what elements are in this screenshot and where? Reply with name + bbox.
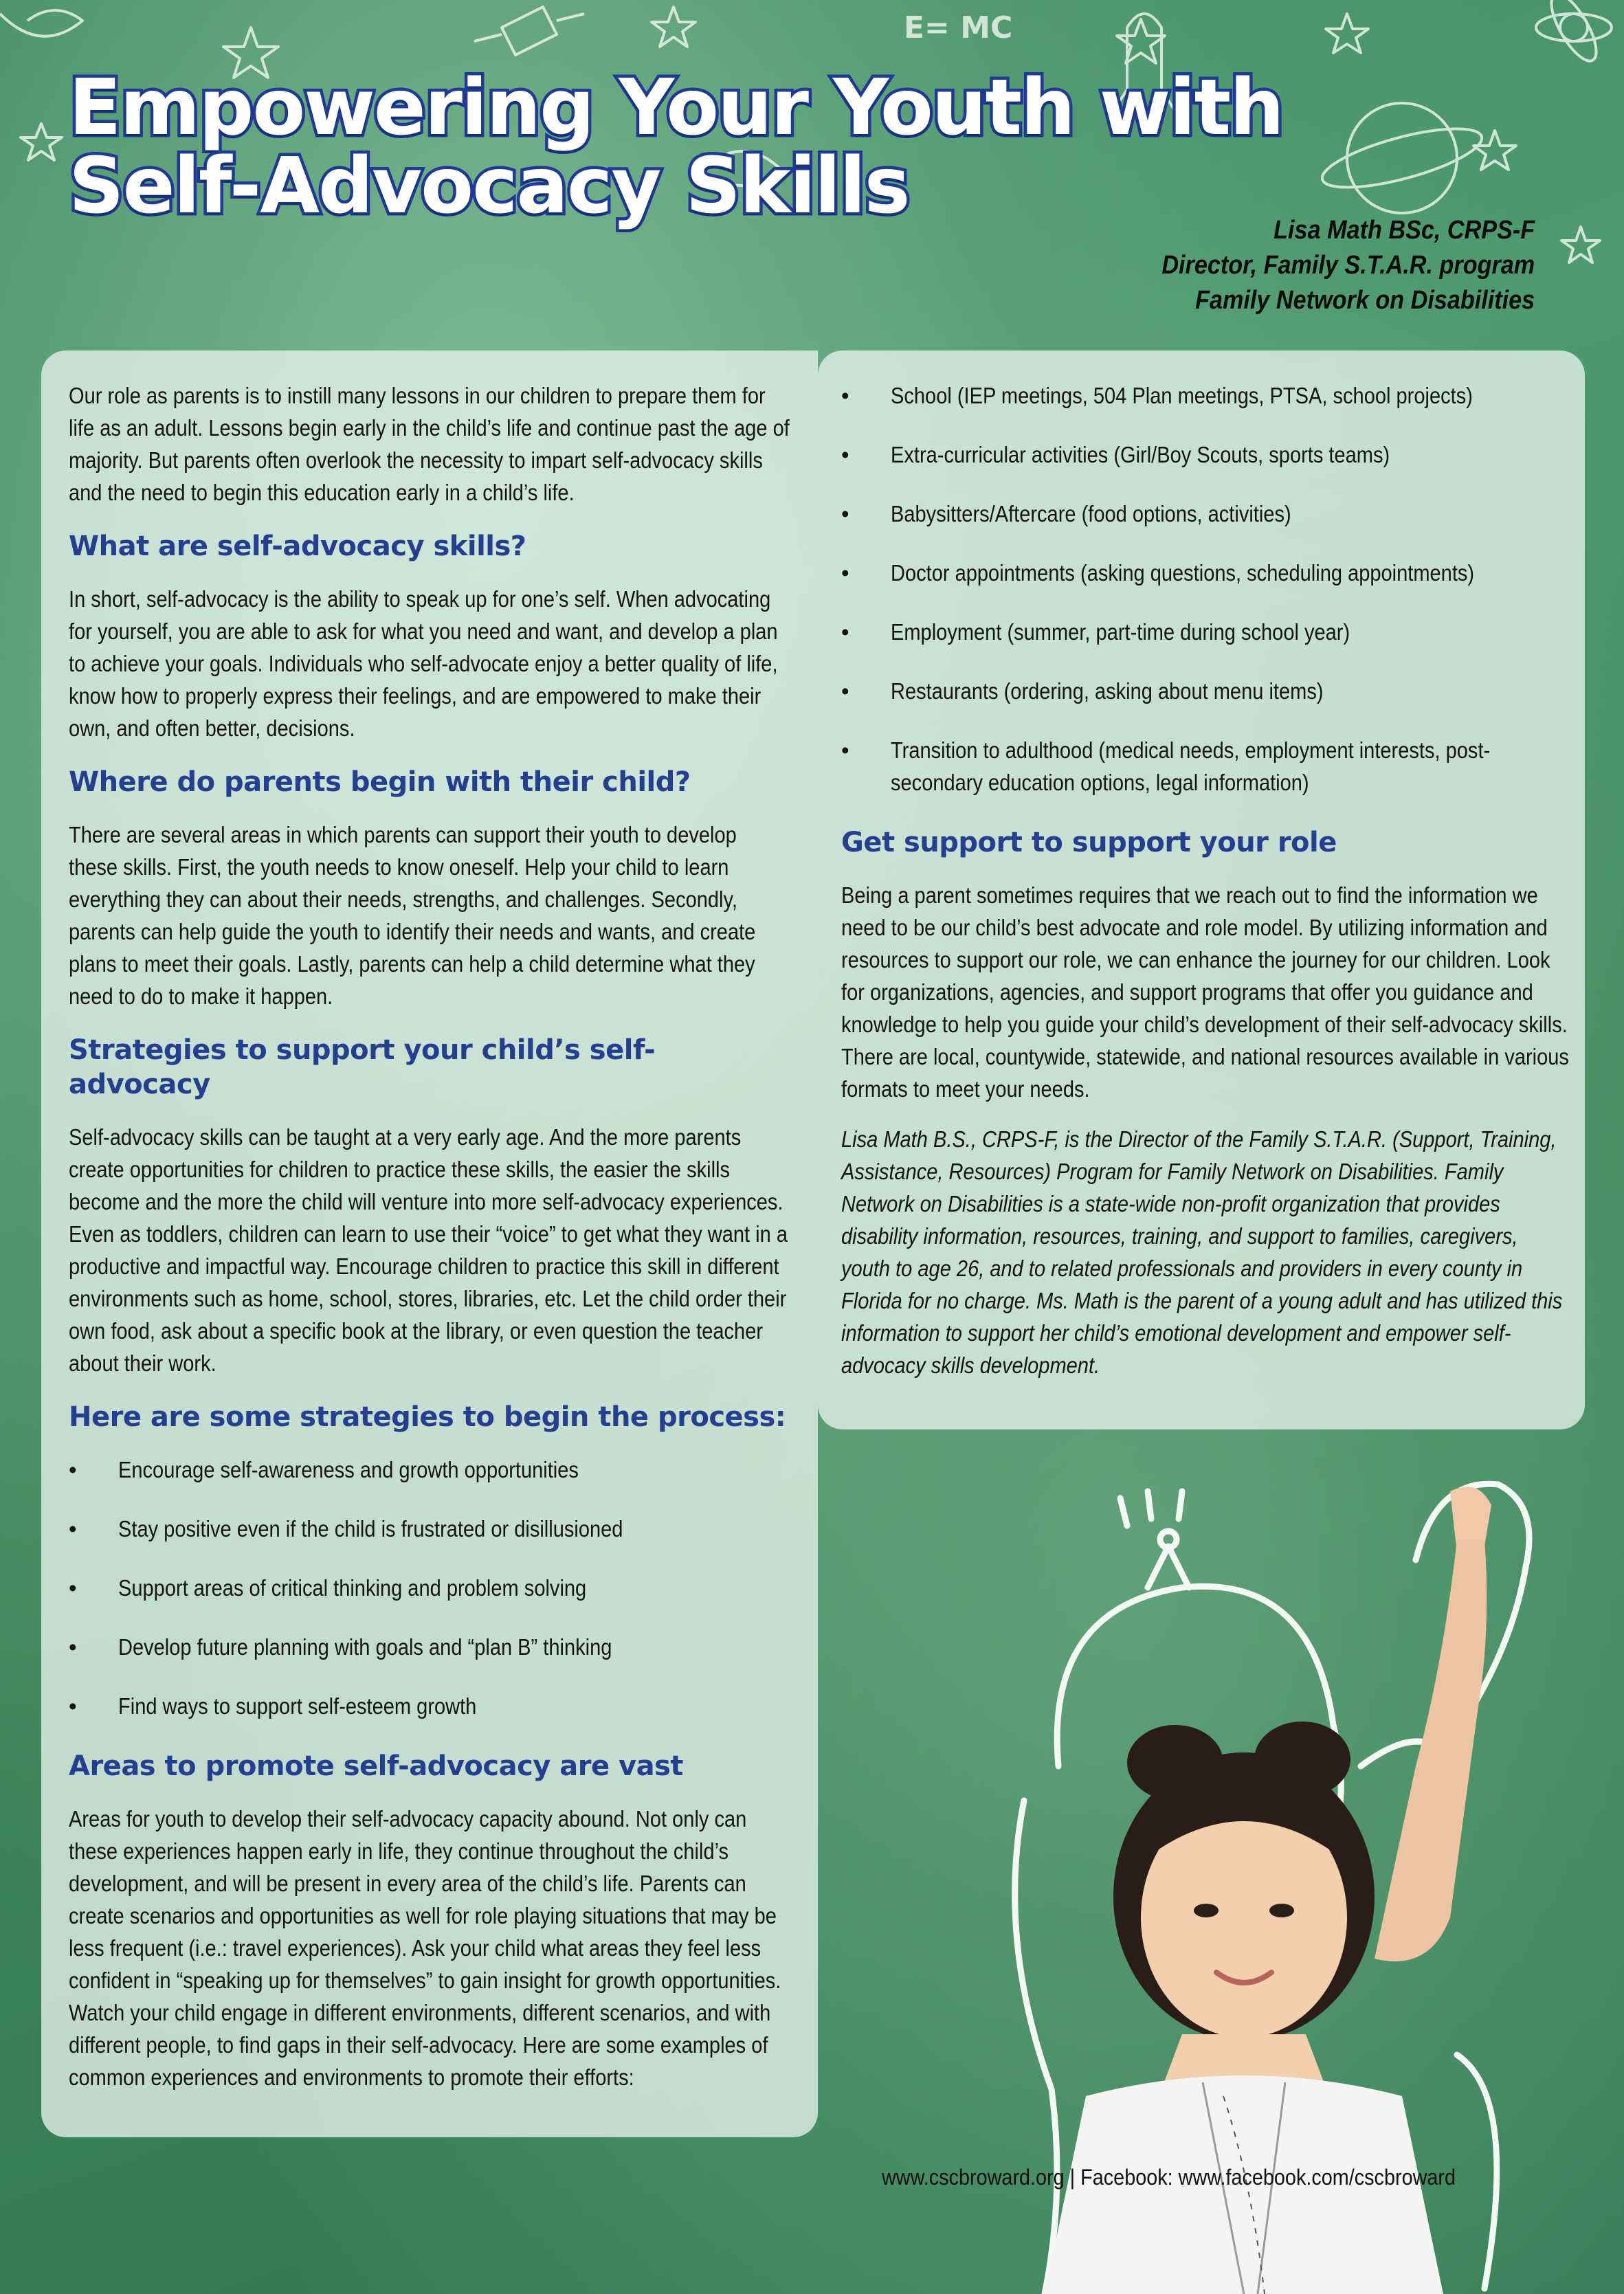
atom-doodle-icon xyxy=(1560,14,1588,41)
list-item: • Doctor appointments (asking questions, scheduling appointments) xyxy=(841,557,1570,589)
satellite-doodle-icon xyxy=(474,7,584,55)
process-list xyxy=(69,1454,790,1722)
author-name: Lisa Math BSc, CRPS-F xyxy=(1273,216,1535,245)
left-column xyxy=(69,379,790,2111)
list-item: • Encourage self-awareness and growth opportunities xyxy=(69,1454,790,1486)
author-org: Family Network on Disabilities xyxy=(1194,286,1535,315)
list-item: • Develop future planning with goals and “plan B” thinking xyxy=(69,1631,790,1663)
list-item: • Stay positive even if the child is frustrated or disillusioned xyxy=(69,1513,790,1545)
bullet-icon: • xyxy=(69,1693,77,1719)
star-doodle-icon xyxy=(1473,131,1516,170)
heading-what: What are self-advocacy skills? xyxy=(69,531,526,562)
bullet-icon: • xyxy=(69,1516,77,1541)
list-item: • Babysitters/Aftercare (food options, activities) xyxy=(841,498,1570,530)
list-item: • Transition to adulthood (medical needs, employment interests, post-secondary education options, legal information) xyxy=(841,734,1570,799)
star-doodle-icon xyxy=(21,124,62,160)
bullet-icon: • xyxy=(69,1457,77,1482)
spiral-doodle-icon xyxy=(0,10,82,36)
heading-support: Get support to support your role xyxy=(841,827,1337,858)
star-doodle-icon xyxy=(652,7,696,47)
intro-paragraph: Our role as parents is to instill many lessons in our children to prepare them for life as an adult. Lessons begin early in the child’s life and continue past the age of majority. But parents often overlook the necessity to impart self-advocacy skills and the need to begin this education early in a child’s life. xyxy=(69,383,790,505)
star-doodle-icon xyxy=(1117,19,1165,63)
right-column xyxy=(841,379,1570,1399)
heading-begin: Where do parents begin with their child? xyxy=(69,766,691,798)
bullet-icon: • xyxy=(841,678,849,704)
list-item: • Employment (summer, part-time during school year) xyxy=(841,616,1570,648)
areas-list xyxy=(841,379,1570,799)
list-item: • School (IEP meetings, 504 Plan meetings, PTSA, school projects) xyxy=(841,379,1570,412)
heading-process: Here are some strategies to begin the process: xyxy=(69,1401,786,1433)
bullet-icon: • xyxy=(841,383,849,408)
support-paragraph: Being a parent sometimes requires that we reach out to find the information we need to be our child’s best advocate and role model. By utilizing information and resources to support our role, we can enhance the journey for our children. Look for organizations, agencies, and support programs that offer you guidance and knowledge to help you guide your child’s development of their self-advocacy skills. There are local, countywide, statewide, and national resources available in various formats to meet your needs. xyxy=(841,882,1569,1102)
areas-paragraph: Areas for youth to develop their self-advocacy capacity abound. Not only can these experiences happen early in life, they continue throughout the child’s development, and will be present in every area of the child’s life. Parents can create scenarios and opportunities as well for role playing situations that may be less frequent (i.e.: travel experiences). Ask your child what areas they feel less confident in “speaking up for themselves” to gain insight for growth opportunities. Watch your child engage in different environments, different scenarios, and with different people, to find gaps in their self-advocacy. Here are some examples of common experiences and environments to promote their efforts: xyxy=(69,1806,781,2090)
list-item: • Restaurants (ordering, asking about menu items) xyxy=(841,675,1570,707)
star-doodle-icon xyxy=(1326,14,1368,53)
heading-areas: Areas to promote self-advocacy are vast xyxy=(69,1750,684,1782)
author-role: Director, Family S.T.A.R. program xyxy=(1161,251,1535,280)
title-line-1: Empowering Your Youth with xyxy=(69,63,1283,153)
list-item: • Support areas of critical thinking and problem solving xyxy=(69,1572,790,1604)
author-bio: Lisa Math B.S., CRPS-F, is the Director of the Family S.T.A.R. (Support, Training, Assistance, Resources) Program for Family Network on Disabilities. Family Network on Disabilities is a state-wide non-profit organization that provides disability information, resources, training, and support to families, caregivers, youth to age 26, and to related professionals and providers in every county in Florida for no charge. Ms. Math is the parent of a young adult and has utilized this information to support her child’s emotional development and empower self-advocacy skills development. xyxy=(841,1126,1563,1378)
what-paragraph: In short, self-advocacy is the ability to speak up for one’s self. When advocating for yourself, you are able to ask for what you need and want, and develop a plan to achieve your goals. Individuals who self-advocate enjoy a better quality of life, know how to properly express their feelings, and are empowered to make their own, and often better, decisions. xyxy=(69,586,778,741)
bullet-icon: • xyxy=(69,1575,77,1601)
author-byline xyxy=(1161,213,1535,318)
title-line-2: Self-Advocacy Skills xyxy=(69,142,909,232)
footer-links[interactable]: www.cscbroward.org | Facebook: www.facebook.com/cscbroward xyxy=(882,2165,1456,2190)
bullet-icon: • xyxy=(69,1634,77,1660)
bullet-icon: • xyxy=(841,619,849,645)
bullet-icon: • xyxy=(841,560,849,586)
begin-paragraph: There are several areas in which parents can support their youth to develop these skills. First, the youth needs to know oneself. Help your child to learn everything they can about their needs, strengths, and challenges. Secondly, parents can help guide the youth to identify their needs and wants, and create plans to meet their goals. Lastly, parents can help a child determine what they need to do to make it happen. xyxy=(69,822,756,1009)
heading-strategies: Strategies to support your child’s self-advocacy xyxy=(69,1034,656,1100)
bullet-icon: • xyxy=(841,501,849,526)
page-title xyxy=(69,63,1375,232)
bullet-icon: • xyxy=(841,737,849,763)
star-doodle-icon xyxy=(1561,227,1600,263)
formula-doodle: E= MC xyxy=(904,10,1013,45)
list-item: • Find ways to support self-esteem growth xyxy=(69,1690,790,1722)
strategies-paragraph: Self-advocacy skills can be taught at a very early age. And the more parents create opportunities for children to practice these skills, the easier the skills become and the more the child will venture into more self-advocacy experiences. Even as toddlers, children can learn to use their “voice” to get what they want in a productive and impactful way. Encourage children to practice this skill in different environments such as home, school, stores, libraries, etc. Let the child order their own food, ask about a specific book at the library, or even question the teacher about their work. xyxy=(69,1124,788,1376)
list-item: • Extra-curricular activities (Girl/Boy Scouts, sports teams) xyxy=(841,438,1570,471)
bullet-icon: • xyxy=(841,442,849,467)
